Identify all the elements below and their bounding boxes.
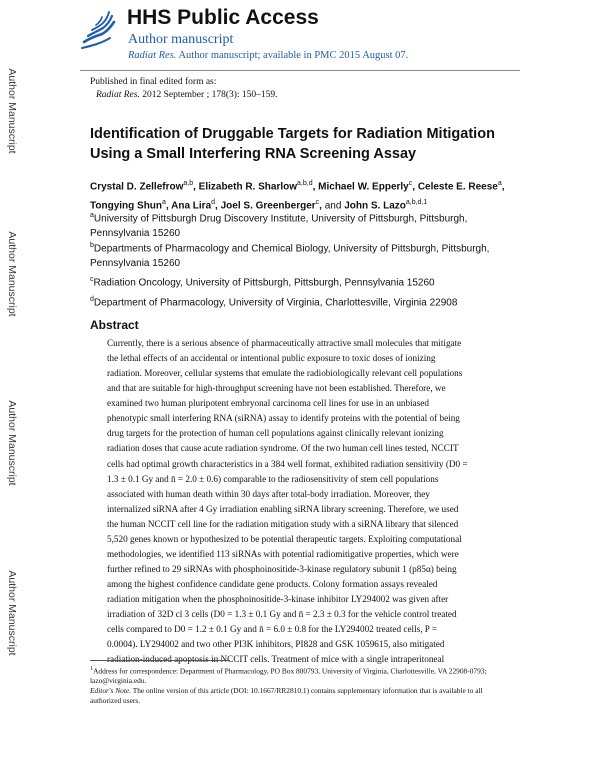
paper-title <box>90 124 520 164</box>
abstract-line: irradiation of 32D cl 3 cells (D0 = 1.3 ± 0.1 Gy and n̄ = 2.3 ± 0.3 for the vehicle control treated <box>107 609 457 620</box>
footnote-divider <box>90 660 230 661</box>
hhs-source-availability: Author manuscript; available in PMC 2015 August 07. <box>176 50 409 61</box>
footnote-correspondence-text: Address for correspondence: Department of Pharmacology, PO Box 800793, University of Virginia, Charlottesville, VA 22908-0793; <box>93 666 487 676</box>
footnote-editors-note-cont: authorized users. <box>90 696 141 706</box>
abstract-line: examined two human pluripotent embryonal carcinoma cell lines for use in an unbiased <box>107 398 429 409</box>
author-name: Celeste E. Reese <box>417 181 498 193</box>
footnote-editors-note <box>90 686 520 696</box>
abstract-line: radiation-induced apoptosis in NCCIT cells. Treatment of mice with a single intraperitoneal <box>107 654 445 665</box>
abstract-line: radiation mitigation when the phosphoinositide-3-kinase inhibitor LY294002 was given after <box>107 594 449 605</box>
abstract-line: and that are suitable for high-throughput screening have not been established. Therefore, we <box>107 383 446 394</box>
abstract-line: cells had optimal growth characteristics in a 384 well format, exhibited radiation sensitivity (D0 = <box>107 458 468 469</box>
author-affiliation-marker: a,b,d <box>297 180 313 187</box>
author-name: Crystal D. Zellefrow <box>90 181 184 193</box>
abstract-heading: Abstract <box>90 318 139 332</box>
abstract-line: radiation. Moreover, cellular systems that emulate the radiobiologically relevant cell populations <box>107 368 463 379</box>
footnote-email: lazo@virginia.edu. <box>90 676 147 686</box>
abstract-line: internalized siRNA after 4 Gy irradiation enabling siRNA library screening. Therefore, we used <box>107 503 459 514</box>
author-affiliation-marker: d <box>211 199 216 207</box>
abstract-line: drug targets for the protection of human cell populations against clinically relevant ionizing <box>107 428 444 439</box>
side-label-4: Author Manuscript <box>6 570 18 656</box>
abstract-line: the lethal effects of an accidental or intentional public exposure to toxic doses of ionizing <box>107 353 436 364</box>
abstract-line: 0.0004). LY294002 and two other PI3K inhibitors, PI828 and GSK 1059615, also mitigated <box>107 639 445 650</box>
author-name: Michael W. Epperly <box>318 181 409 193</box>
abstract-line: further refined to 29 siRNAs with phosphoinositide-3-kinase regulatory subunit 1 (p85α) being <box>107 563 457 574</box>
citation-journal: Radiat Res. <box>96 90 140 100</box>
paper-title-line: Identification of Druggable Targets for Radiation Mitigation <box>90 126 495 142</box>
side-label-2: Author Manuscript <box>6 231 18 317</box>
abstract-line: radiation doses that cause acute radiation syndrome. Of the two human cell lines tested, NCCIT <box>107 443 459 454</box>
author-name: Tongying Shun <box>90 200 163 212</box>
author-affiliation-marker: a <box>497 180 502 187</box>
side-label-3: Author Manuscript <box>6 400 18 486</box>
abstract-line: associated with human death within 30 days after total-body irradiation. Moreover, they <box>107 488 430 499</box>
abstract-line: phenotypic small interfering RNA (siRNA) assay to identify proteins with the potential of being <box>107 413 460 424</box>
hhs-eagle-logo-icon <box>80 8 120 52</box>
editors-note-text: The online version of this article (DOI: 10.1667/RR2810.1) contains supplementary information that is available to all <box>131 686 483 696</box>
abstract-body <box>107 336 519 667</box>
affiliation <box>90 292 520 310</box>
affiliation-text: Department of Pharmacology, University of Virginia, Charlottesville, Virginia 22908 <box>93 297 458 309</box>
affiliation-marker: c <box>90 276 94 283</box>
affiliation-text: Departments of Pharmacology and Chemical Biology, University of Pittsburgh, Pittsburgh, Pennsylvania 15260 <box>90 243 490 270</box>
author-conjunction: and <box>324 200 342 212</box>
side-label-1: Author Manuscript <box>6 68 18 154</box>
header-divider <box>80 70 520 71</box>
author-name: Joel S. Greenberger <box>220 200 316 212</box>
paper-title-line: Using a Small Interfering RNA Screening Assay <box>90 146 417 162</box>
affiliation-text: University of Pittsburgh Drug Discovery Institute, University of Pittsburgh, Pittsburgh, Pennsylvania 15260 <box>90 213 468 240</box>
footnotes <box>90 664 520 706</box>
author-affiliation-marker: c <box>315 199 320 207</box>
published-citation <box>96 90 278 100</box>
abstract-line: Currently, there is a serious absence of pharmaceutically attractive small molecules that mitigate <box>107 338 462 348</box>
abstract-line: cells compared to D0 = 1.2 ± 0.1 Gy and n̄ = 6.0 ± 0.8 for the LY294002 treated cells, P = <box>107 624 438 635</box>
affiliation <box>90 208 520 241</box>
editors-note-label: Editor's Note. <box>90 686 131 696</box>
author-name: Ana Lira <box>171 200 212 212</box>
author-affiliation-marker: a,b,d,1 <box>405 199 428 207</box>
abstract-line: methodologies, we identified 113 siRNAs with potential radiomitigative properties, which were <box>107 548 459 559</box>
affiliation <box>90 272 520 290</box>
author-affiliation-marker: a,b <box>183 180 194 187</box>
footnote-marker: 1 <box>90 666 94 672</box>
author-name: Elizabeth R. Sharlow <box>198 181 298 193</box>
abstract-line: among the highest confidence candidate gene products. Colony formation assays revealed <box>107 579 438 589</box>
citation-details: 2012 September ; 178(3): 150–159. <box>139 90 278 100</box>
author-list: Crystal D. Zellefrow$^{a,b}$, Elizabeth R. Sharlow$^{a,b,d}$, Michael W. Epperly$^c$, Celeste E. Reese$^a$, Tongying Shun$^a$, Ana Lira$^d$, Joel S. Greenberger$^c$, and John S. Lazo$^{a,b,d,1}$ <box>90 180 505 212</box>
author-name: John S. Lazo <box>344 200 406 212</box>
affiliation <box>90 238 520 271</box>
hhs-source-journal: Radiat Res. <box>128 50 177 61</box>
hhs-subtitle: Author manuscript <box>128 32 234 47</box>
author-affiliation-marker: a <box>162 199 166 207</box>
affiliation-text: Radiation Oncology, University of Pittsburgh, Pittsburgh, Pennsylvania 15260 <box>93 277 435 289</box>
affiliation-marker: b <box>90 242 94 249</box>
hhs-title: HHS Public Access <box>127 6 319 29</box>
abstract-line: the human NCCIT cell line for the radiation mitigation study with a siRNA library that silenced <box>107 518 459 529</box>
affiliation-marker: a <box>90 212 94 219</box>
abstract-line: 5,520 genes known or hypothesized to be potential therapeutic targets. Exploiting computational <box>107 533 462 544</box>
hhs-source-line <box>128 50 408 61</box>
author-affiliation-marker: c <box>408 180 413 187</box>
affiliation-marker: d <box>90 296 94 303</box>
published-in-label: Published in final edited form as: <box>90 77 217 87</box>
abstract-line: 1.3 ± 0.1 Gy and n̄ = 2.0 ± 0.6) comparable to the radiosensitivity of stem cell populations <box>107 473 439 484</box>
footnote-correspondence <box>90 664 520 676</box>
